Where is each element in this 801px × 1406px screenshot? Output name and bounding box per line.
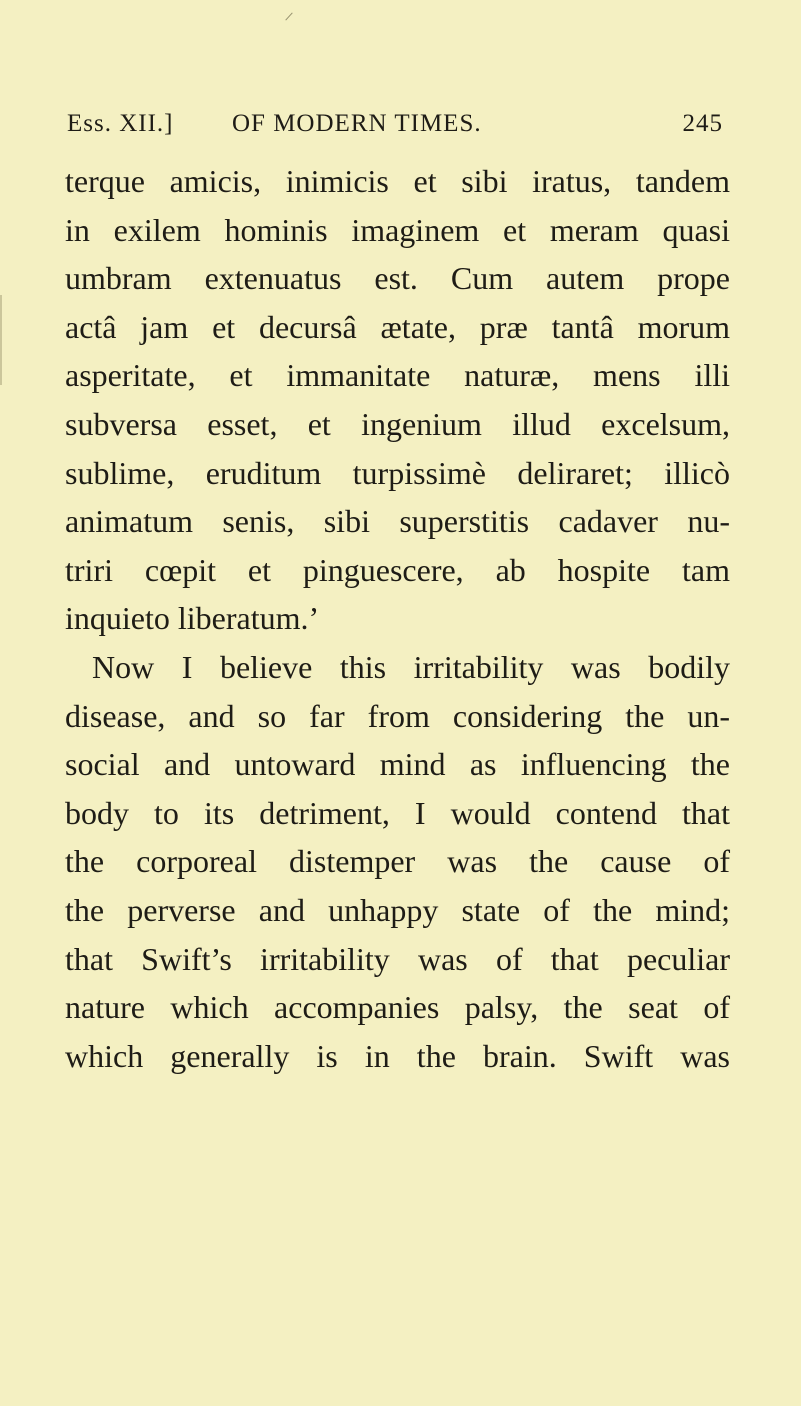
text-line: body to its detriment, I would contend that	[65, 794, 730, 831]
running-title: OF MODERN TIMES.	[232, 110, 482, 137]
text-line: umbram extenuatus est. Cum autem prope	[65, 260, 730, 297]
pencil-mark	[285, 12, 292, 20]
text-line: actâ jam et decursâ ætate, præ tantâ morum	[65, 308, 730, 345]
text-line: in exilem hominis imaginem et meram quasi	[65, 211, 730, 248]
text-line: the perverse and unhappy state of the mind;	[65, 891, 730, 928]
text-line: animatum senis, sibi superstitis cadaver nu-	[65, 503, 730, 540]
text-line: social and untoward mind as influencing the	[65, 746, 730, 783]
text-line: which generally is in the brain. Swift was	[65, 1037, 730, 1074]
page-edge-shadow	[0, 295, 2, 385]
text-line: nature which accompanies palsy, the seat of	[65, 989, 730, 1026]
body-text	[65, 157, 730, 1080]
text-line: subversa esset, et ingenium illud excelsum,	[65, 405, 730, 442]
paragraph-start-line: Now I believe this irritability was bodily	[92, 648, 730, 685]
text-line: asperitate, et immanitate naturæ, mens illi	[65, 357, 730, 394]
text-line: inquieto liberatum.’	[65, 600, 320, 637]
page-number: 245	[682, 110, 723, 137]
running-header	[67, 110, 723, 150]
text-line: sublime, eruditum turpissimè deliraret; illicò	[65, 454, 730, 491]
text-line: disease, and so far from considering the un-	[65, 697, 730, 734]
text-line: triri cœpit et pinguescere, ab hospite tam	[65, 551, 730, 588]
text-line: the corporeal distemper was the cause of	[65, 843, 730, 880]
text-line: terque amicis, inimicis et sibi iratus, tandem	[65, 163, 730, 199]
essay-reference: Ess. XII.]	[67, 110, 174, 137]
text-line: that Swift’s irritability was of that peculiar	[65, 940, 730, 977]
